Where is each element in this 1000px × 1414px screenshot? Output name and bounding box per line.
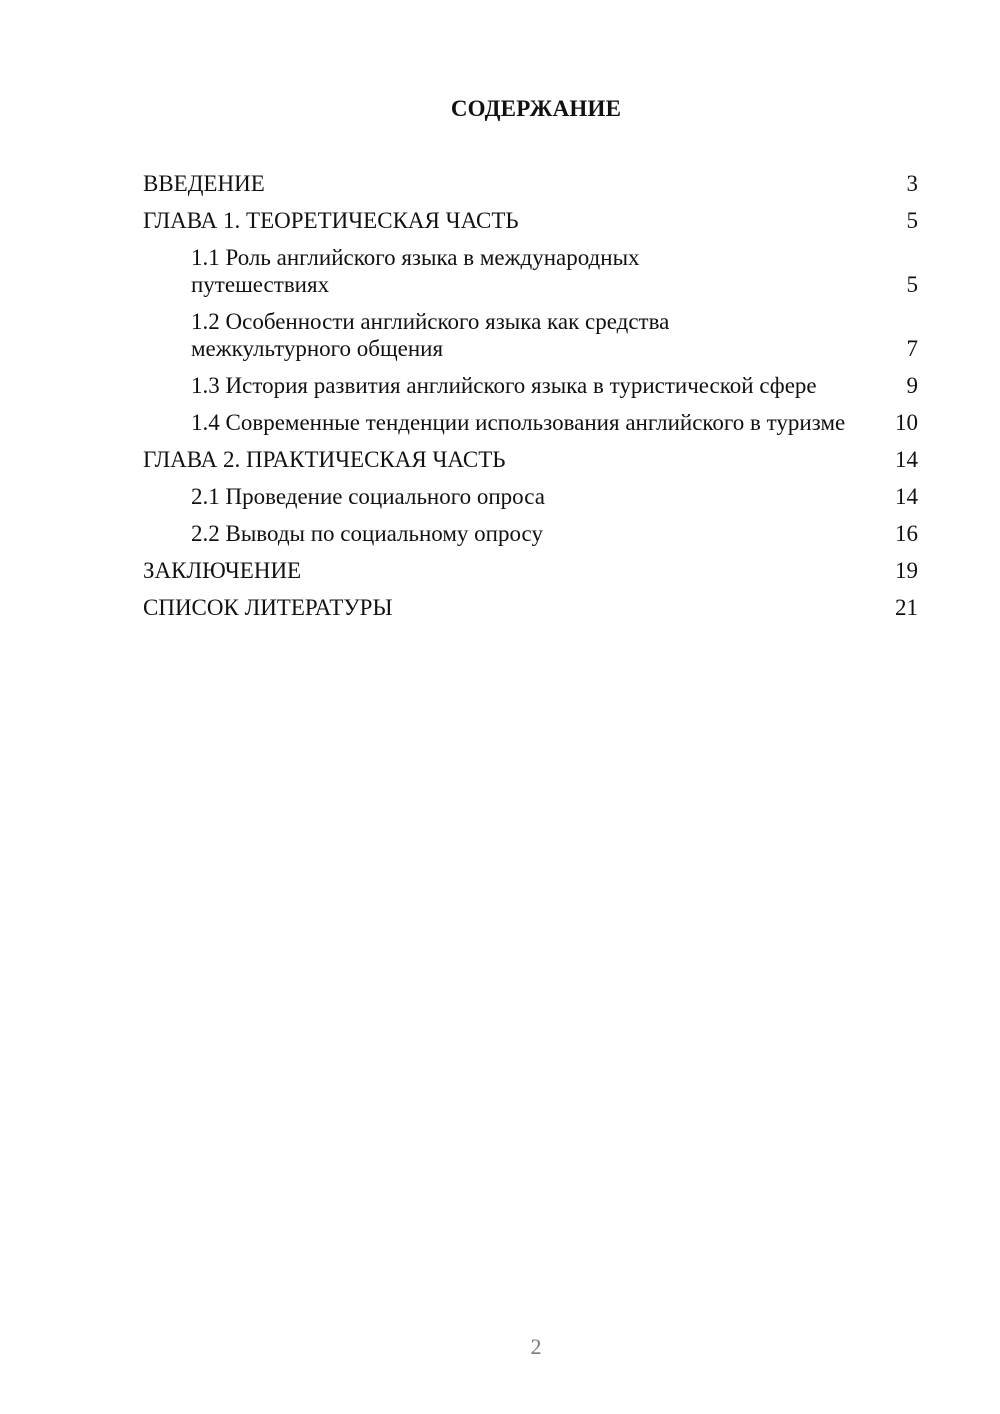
toc-entry-conclusion[interactable] bbox=[143, 557, 918, 584]
toc-entry-chapter-2[interactable] bbox=[143, 446, 918, 473]
toc-entry-page: 14 bbox=[895, 447, 918, 472]
toc-entry-page: 5 bbox=[906, 208, 918, 233]
toc-entry-text: 1.2 Особенности английского языка как средства межкультурного общения bbox=[191, 309, 670, 361]
toc-entry-text: 2.1 Проведение социального опроса bbox=[191, 484, 545, 509]
toc-entry-section-1-3[interactable] bbox=[143, 372, 918, 399]
toc-entry-chapter-1[interactable] bbox=[143, 207, 918, 234]
toc-entry-page: 10 bbox=[895, 410, 918, 435]
toc-entry-page: 5 bbox=[906, 272, 918, 297]
toc-entry-section-1-4[interactable] bbox=[143, 409, 918, 436]
toc-entry-page: 7 bbox=[906, 336, 918, 361]
toc-entry-page: 21 bbox=[895, 595, 918, 620]
toc-entry-page: 14 bbox=[895, 484, 918, 509]
page-number: 2 bbox=[530, 1334, 542, 1359]
toc-entry-section-1-1[interactable] bbox=[143, 244, 918, 298]
toc-entry-text: 1.1 Роль английского языка в международных путешествиях bbox=[191, 245, 640, 297]
toc-entry-text: СПИСОК ЛИТЕРАТУРЫ bbox=[143, 595, 393, 620]
toc-entry-page: 19 bbox=[895, 558, 918, 583]
table-of-contents bbox=[143, 170, 918, 621]
toc-entry-page: 9 bbox=[906, 373, 918, 398]
toc-entry-page: 16 bbox=[895, 521, 918, 546]
toc-entry-text: 2.2 Выводы по социальному опросу bbox=[191, 521, 543, 546]
toc-entry-text: 1.3 История развития английского языка в туристической сфере bbox=[191, 373, 817, 398]
toc-entry-section-2-1[interactable] bbox=[143, 483, 918, 510]
toc-entry-references[interactable] bbox=[143, 594, 918, 621]
toc-entry-text: ГЛАВА 1. ТЕОРЕТИЧЕСКАЯ ЧАСТЬ bbox=[143, 208, 519, 233]
toc-entry-text: 1.4 Современные тенденции использования английского в туризме bbox=[191, 410, 846, 435]
page-title: СОДЕРЖАНИЕ bbox=[450, 96, 622, 121]
toc-entry-section-1-2[interactable] bbox=[143, 308, 918, 362]
toc-entry-text: ВВЕДЕНИЕ bbox=[143, 171, 265, 196]
toc-entry-text: ЗАКЛЮЧЕНИЕ bbox=[143, 558, 302, 583]
toc-entry-text: ГЛАВА 2. ПРАКТИЧЕСКАЯ ЧАСТЬ bbox=[143, 447, 506, 472]
toc-entry-introduction[interactable] bbox=[143, 170, 918, 197]
toc-entry-section-2-2[interactable] bbox=[143, 520, 918, 547]
toc-entry-page: 3 bbox=[906, 171, 918, 196]
